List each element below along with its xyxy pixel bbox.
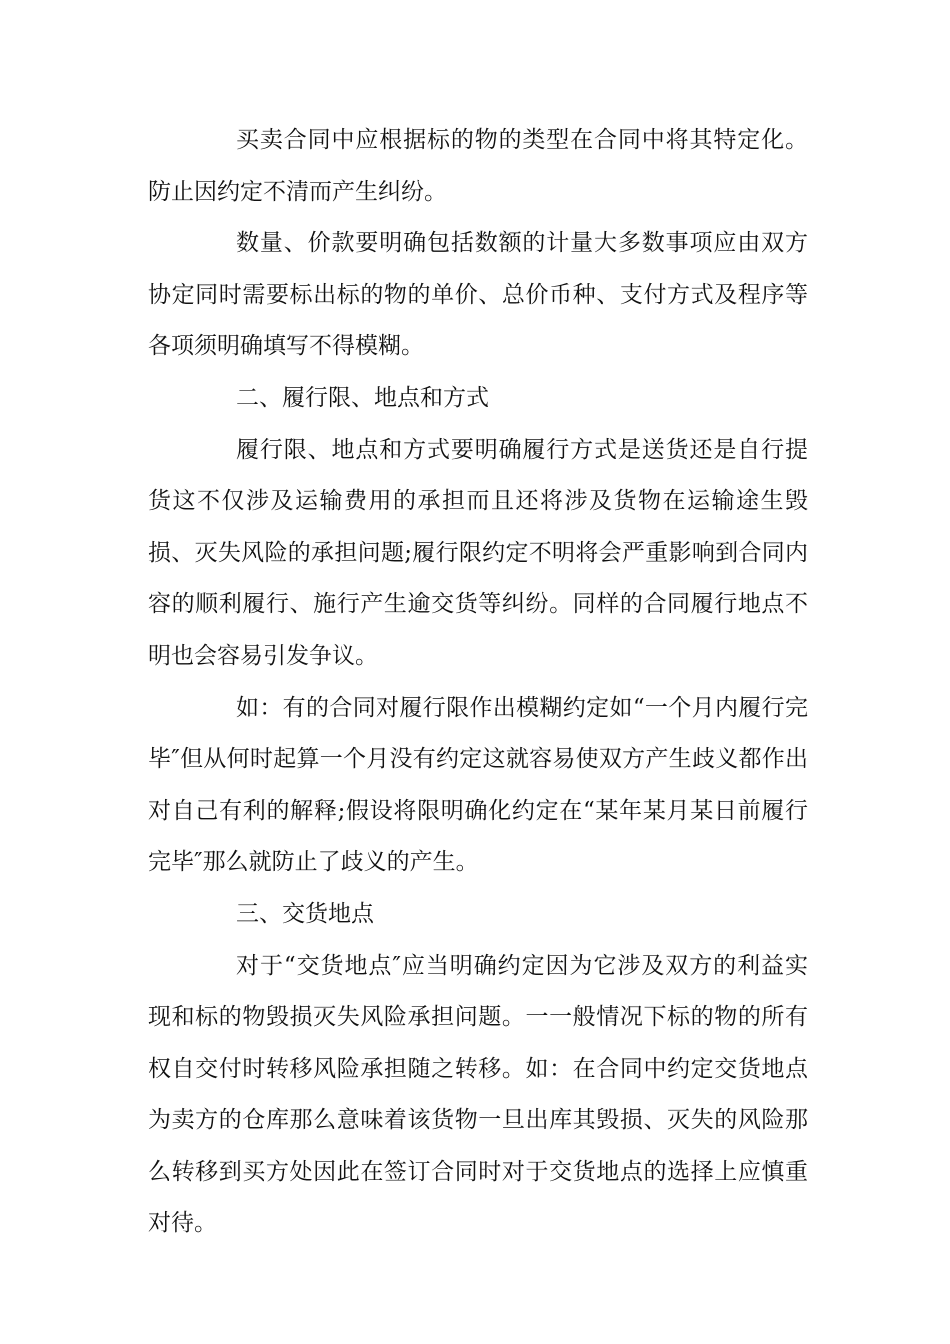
- paragraph-performance-method: 履行限、地点和方式要明确履行方式是送货还是自行提货这不仅涉及运输费用的承担而且还将涉及货物在运输途生毁损、灭失风险的承担问题;履行限约定不明将会严重影响到合同内容的顺利履行、施行产生逾交货等纠纷。同样的合同履行地点不明也会容易引发争议。: [148, 436, 808, 669]
- paragraph-performance-example: 如：有的合同对履行限作出模糊约定如“一个月内履行完毕″但从何时起算一个月没有约定这就容易使双方产生歧义都作出对自己有利的解释;假设将限明确化约定在“某年某月某日前履行完毕″那么就防止了歧义的产生。: [148, 694, 808, 876]
- paragraph-quantity-price: 数量、价款要明确包括数额的计量大多数事项应由双方协定同时需要标出标的物的单价、总价币种、支付方式及程序等各项须明确填写不得模糊。: [148, 230, 808, 360]
- section-heading-delivery-place: 三、交货地点: [236, 900, 374, 927]
- section-heading-performance: 二、履行限、地点和方式: [236, 384, 489, 411]
- paragraph-specification: 买卖合同中应根据标的物的类型在合同中将其特定化。防止因约定不清而产生纠纷。: [148, 127, 808, 205]
- paragraph-delivery-place: 对于“交货地点″应当明确约定因为它涉及双方的利益实现和标的物毁损灭失风险承担问题。一一般情况下标的物的所有权自交付时转移风险承担随之转移。如：在合同中约定交货地点为卖方的仓库那么意味着该货物一旦出库其毁损、灭失的风险那么转移到买方处因此在签订合同时对于交货地点的选择上应慎重对待。: [148, 952, 808, 1237]
- document-body: [148, 115, 808, 1250]
